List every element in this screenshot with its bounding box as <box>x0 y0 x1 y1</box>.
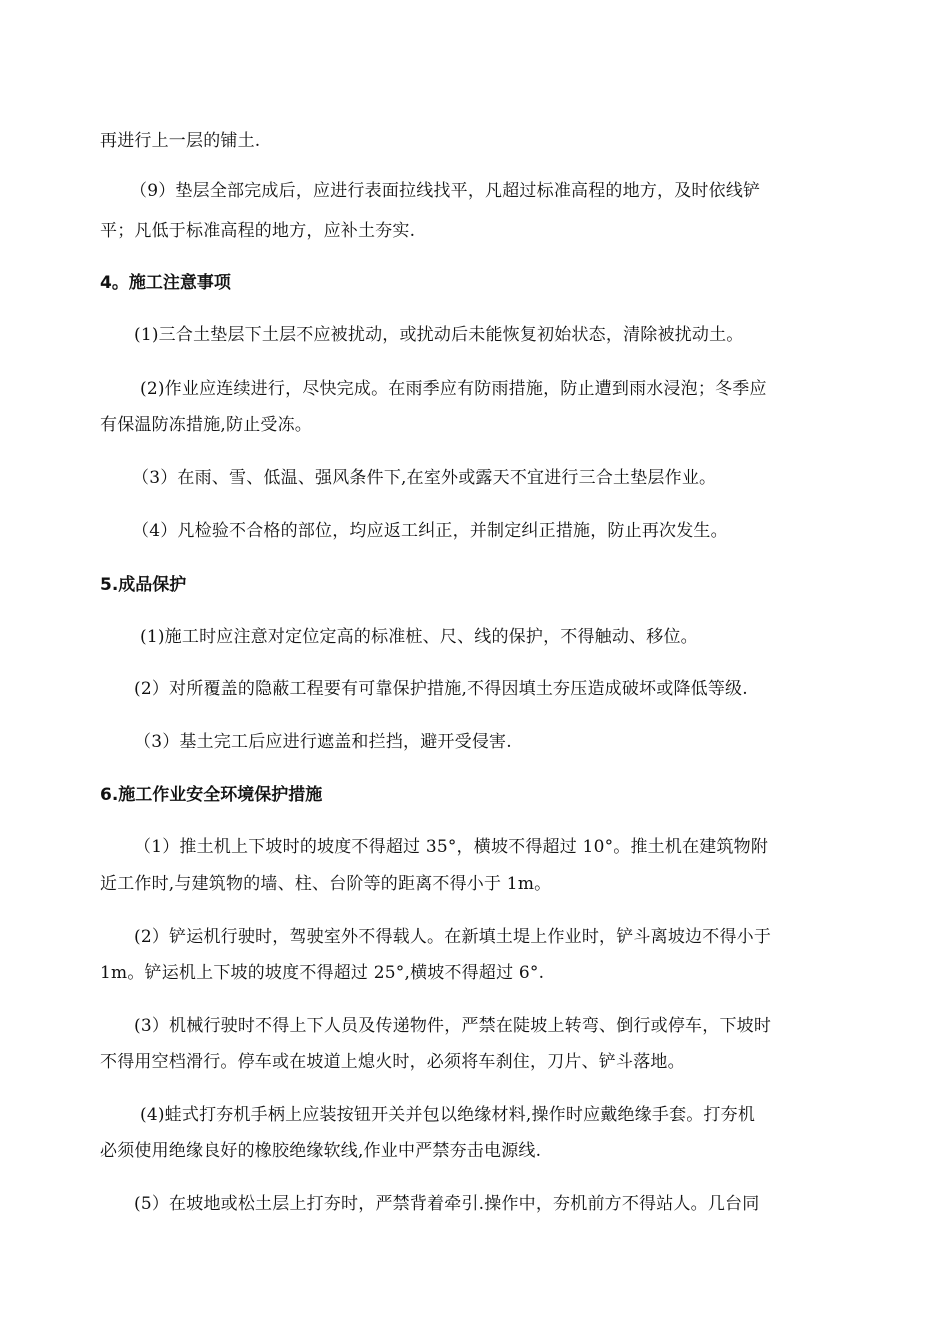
section-6-item-3-line-1: (3）机械行驶时不得上下人员及传递物件，严禁在陡坡上转弯、倒行或停车，下坡时 <box>134 1016 772 1036</box>
section-5-item-3: （3）基土完工后应进行遮盖和拦挡，避开受侵害. <box>134 732 512 752</box>
section-6-item-2-line-2: 1m。铲运机上下坡的坡度不得超过 25°,横坡不得超过 6°. <box>100 963 545 983</box>
section-6-item-3-line-2: 不得用空档滑行。停车或在坡道上熄火时，必须将车刹住，刀片、铲斗落地。 <box>100 1052 685 1072</box>
item-9-line-1: （9）垫层全部完成后，应进行表面拉线找平，凡超过标准高程的地方，及时依线铲 <box>130 181 761 201</box>
section-4-item-3: （3）在雨、雪、低温、强风条件下,在室外或露天不宜进行三合土垫层作业。 <box>132 468 717 488</box>
section-5-item-1: (1)施工时应注意对定位定高的标准桩、尺、线的保护，不得触动、移位。 <box>140 627 698 647</box>
section-5-heading: 5.成品保护 <box>100 575 187 595</box>
section-6-item-1-line-2: 近工作时,与建筑物的墙、柱、台阶等的距离不得小于 1m。 <box>100 874 552 894</box>
section-4-item-1: (1)三合土垫层下土层不应被扰动，或扰动后未能恢复初始状态，清除被扰动土。 <box>134 325 744 345</box>
section-6-item-1-line-1: （1）推土机上下坡时的坡度不得超过 35°，横坡不得超过 10°。推土机在建筑物附 <box>134 837 769 857</box>
item-9-line-2: 平；凡低于标准高程的地方，应补土夯实. <box>100 221 416 241</box>
section-6-heading: 6.施工作业安全环境保护措施 <box>100 785 323 805</box>
section-4-item-4: （4）凡检验不合格的部位，均应返工纠正，并制定纠正措施，防止再次发生。 <box>132 521 728 541</box>
section-6-item-2-line-1: (2）铲运机行驶时，驾驶室外不得载人。在新填土堤上作业时，铲斗离坡边不得小于 <box>134 927 772 947</box>
paragraph-continuation: 再进行上一层的铺土. <box>100 131 261 151</box>
section-6-item-4-line-2: 必须使用绝缘良好的橡胶绝缘软线,作业中严禁夯击电源线. <box>100 1141 542 1161</box>
section-5-item-2: (2）对所覆盖的隐蔽工程要有可靠保护措施,不得因填土夯压造成破坏或降低等级. <box>134 679 748 699</box>
section-6-item-4-line-1: (4)蛙式打夯机手柄上应装按钮开关并包以绝缘材料,操作时应戴绝缘手套。打夯机 <box>140 1105 756 1125</box>
section-6-item-5-line-1: (5）在坡地或松土层上打夯时，严禁背着牵引.操作中，夯机前方不得站人。几台同 <box>134 1194 760 1214</box>
section-4-item-2-line-2: 有保温防冻措施,防止受冻。 <box>100 415 313 435</box>
section-4-item-2-line-1: (2)作业应连续进行，尽快完成。在雨季应有防雨措施，防止遭到雨水浸泡；冬季应 <box>140 379 767 399</box>
section-4-heading: 4。施工注意事项 <box>100 273 231 293</box>
